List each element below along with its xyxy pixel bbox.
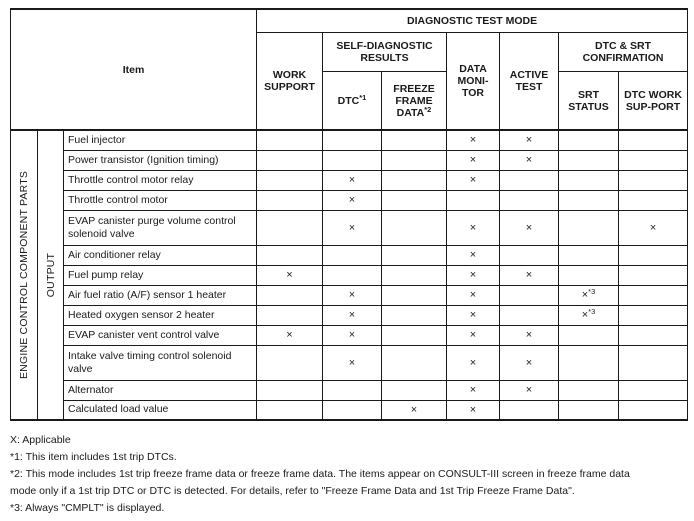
mark-cell bbox=[619, 285, 688, 305]
mark-cell bbox=[619, 400, 688, 420]
applicable-mark-cell: × bbox=[619, 210, 688, 245]
mark-cell bbox=[500, 305, 559, 325]
mark-cell bbox=[323, 150, 382, 170]
table-row bbox=[11, 400, 688, 420]
mark-cell bbox=[619, 325, 688, 345]
mark-cell bbox=[382, 345, 447, 380]
mark-cell bbox=[323, 400, 382, 420]
mark-cell bbox=[500, 190, 559, 210]
mark-cell bbox=[500, 170, 559, 190]
footnote-legend: X: Applicable bbox=[10, 434, 71, 446]
applicable-mark-cell: × bbox=[323, 210, 382, 245]
table-row bbox=[11, 380, 688, 400]
mark-cell bbox=[559, 325, 619, 345]
item-name-cell: Calculated load value bbox=[64, 400, 257, 420]
footnote-2-continued: mode only if a 1st trip DTC or DTC is detected. For details, refer to "Freeze Frame Data and 1st Trip Freeze Frame Data". bbox=[10, 485, 575, 497]
mark-cell bbox=[382, 245, 447, 265]
mark-cell bbox=[323, 380, 382, 400]
applicable-mark: × bbox=[581, 309, 589, 321]
item-header: Item bbox=[11, 9, 257, 130]
mark-cell bbox=[382, 305, 447, 325]
mark-cell bbox=[559, 150, 619, 170]
item-name-cell: Air fuel ratio (A/F) sensor 1 heater bbox=[64, 285, 257, 305]
item-name-cell: EVAP canister purge volume control solenoid valve bbox=[64, 210, 257, 245]
mark-cell bbox=[257, 305, 323, 325]
mark-cell bbox=[559, 380, 619, 400]
subcategory-label: OUTPUT bbox=[44, 252, 57, 298]
category-label: ENGINE CONTROL COMPONENT PARTS bbox=[18, 170, 30, 380]
applicable-mark-cell: × bbox=[500, 345, 559, 380]
applicable-mark-cell: × bbox=[323, 170, 382, 190]
item-name-cell: Power transistor (Ignition timing) bbox=[64, 150, 257, 170]
dtc-work-support-header: DTC WORK SUP-PORT bbox=[619, 72, 688, 131]
item-name-cell: Alternator bbox=[64, 380, 257, 400]
mark-cell bbox=[382, 380, 447, 400]
item-name-cell: Fuel injector bbox=[64, 130, 257, 150]
mark-cell bbox=[500, 400, 559, 420]
mark-cell bbox=[619, 345, 688, 380]
item-name-cell: Heated oxygen sensor 2 heater bbox=[64, 305, 257, 325]
item-name-cell: EVAP canister vent control valve bbox=[64, 325, 257, 345]
mark-cell bbox=[619, 265, 688, 285]
mark-cell bbox=[619, 130, 688, 150]
mark-cell bbox=[382, 325, 447, 345]
table-row bbox=[11, 265, 688, 285]
work-support-header: WORK SUPPORT bbox=[257, 33, 323, 131]
applicable-mark-cell: × bbox=[323, 345, 382, 380]
diagnostic-test-mode-table bbox=[10, 8, 688, 421]
mark-cell bbox=[323, 245, 382, 265]
mark-cell bbox=[257, 150, 323, 170]
mark-cell bbox=[382, 190, 447, 210]
applicable-mark-cell: × bbox=[500, 380, 559, 400]
mark-cell bbox=[382, 130, 447, 150]
footnotes bbox=[10, 432, 690, 517]
mark-cell bbox=[559, 305, 619, 325]
applicable-mark-cell: × bbox=[447, 305, 500, 325]
mark-cell bbox=[559, 210, 619, 245]
mark-cell bbox=[257, 285, 323, 305]
applicable-mark-cell: × bbox=[447, 170, 500, 190]
table-body bbox=[11, 130, 688, 420]
applicable-mark-cell: × bbox=[447, 345, 500, 380]
applicable-mark-cell: × bbox=[257, 325, 323, 345]
table-row bbox=[11, 305, 688, 325]
applicable-mark-cell: × bbox=[447, 400, 500, 420]
mark-cell bbox=[559, 285, 619, 305]
mark-cell bbox=[619, 245, 688, 265]
mark-cell bbox=[447, 190, 500, 210]
mark-cell bbox=[382, 150, 447, 170]
mark-cell bbox=[559, 130, 619, 150]
mark-cell bbox=[500, 245, 559, 265]
item-name-cell: Air conditioner relay bbox=[64, 245, 257, 265]
mark-cell bbox=[382, 170, 447, 190]
table-row bbox=[11, 285, 688, 305]
table-row bbox=[11, 170, 688, 190]
item-name-cell: Intake valve timing control solenoid valve bbox=[64, 345, 257, 380]
dtc-srt-confirmation-header: DTC & SRT CONFIRMATION bbox=[559, 33, 688, 72]
mark-cell bbox=[619, 380, 688, 400]
applicable-mark-cell: × bbox=[323, 305, 382, 325]
applicable-mark-cell: × bbox=[447, 150, 500, 170]
applicable-mark-cell: × bbox=[382, 400, 447, 420]
applicable-mark-cell: × bbox=[500, 210, 559, 245]
table-row bbox=[11, 345, 688, 380]
mark-cell bbox=[382, 210, 447, 245]
applicable-mark-cell: × bbox=[447, 210, 500, 245]
category-cell bbox=[11, 130, 38, 420]
applicable-mark-cell: × bbox=[447, 285, 500, 305]
footnote-ref: *3 bbox=[588, 287, 596, 296]
mark-cell bbox=[559, 245, 619, 265]
footnote-1: *1: This item includes 1st trip DTCs. bbox=[10, 451, 177, 463]
mark-cell bbox=[619, 170, 688, 190]
mark-cell bbox=[257, 380, 323, 400]
mark-cell bbox=[323, 265, 382, 285]
table-row bbox=[11, 245, 688, 265]
applicable-mark-cell: × bbox=[500, 150, 559, 170]
mark-cell bbox=[382, 285, 447, 305]
item-name-cell: Throttle control motor bbox=[64, 190, 257, 210]
applicable-mark-cell: × bbox=[257, 265, 323, 285]
mark-cell bbox=[619, 305, 688, 325]
mark-cell bbox=[257, 400, 323, 420]
applicable-mark-cell: × bbox=[500, 265, 559, 285]
mark-cell bbox=[559, 345, 619, 380]
applicable-mark-cell: × bbox=[323, 190, 382, 210]
applicable-mark-cell: × bbox=[447, 265, 500, 285]
table-row bbox=[11, 190, 688, 210]
mark-cell bbox=[559, 400, 619, 420]
mark-cell bbox=[257, 345, 323, 380]
applicable-mark-cell: × bbox=[500, 130, 559, 150]
item-name-cell: Throttle control motor relay bbox=[64, 170, 257, 190]
mark-cell bbox=[559, 170, 619, 190]
footnote-3: *3: Always "CMPLT" is displayed. bbox=[10, 502, 165, 514]
mark-cell bbox=[559, 265, 619, 285]
mark-cell bbox=[619, 190, 688, 210]
applicable-mark-cell: × bbox=[500, 325, 559, 345]
mark-cell bbox=[257, 245, 323, 265]
srt-status-header: SRT STATUS bbox=[559, 72, 619, 131]
footnote-ref: *3 bbox=[588, 307, 596, 316]
applicable-mark-cell: × bbox=[447, 325, 500, 345]
mark-cell bbox=[382, 265, 447, 285]
table-row bbox=[11, 325, 688, 345]
dtc-header: DTC$^{*1}$ bbox=[323, 72, 382, 131]
footnote-2: *2: This mode includes 1st trip freeze frame data or freeze frame data. The items appear on CONSULT-III screen in freeze frame data bbox=[10, 468, 630, 480]
mark-cell bbox=[323, 130, 382, 150]
mark-cell bbox=[257, 210, 323, 245]
active-test-header: ACTIVE TEST bbox=[500, 33, 559, 131]
applicable-mark-cell: × bbox=[447, 245, 500, 265]
table-row bbox=[11, 150, 688, 170]
applicable-mark: × bbox=[581, 289, 589, 301]
applicable-mark-cell: × bbox=[447, 130, 500, 150]
mark-cell bbox=[257, 130, 323, 150]
item-name-cell: Fuel pump relay bbox=[64, 265, 257, 285]
applicable-mark-cell: × bbox=[447, 380, 500, 400]
subcategory-cell bbox=[38, 130, 64, 420]
table-row bbox=[11, 130, 688, 150]
mark-cell bbox=[559, 190, 619, 210]
diagnostic-test-mode-header: DIAGNOSTIC TEST MODE bbox=[257, 9, 688, 33]
applicable-mark-cell: × bbox=[323, 285, 382, 305]
freeze-frame-data-header: FREEZE FRAME DATA$^{*2}$ bbox=[382, 72, 447, 131]
mark-cell bbox=[619, 150, 688, 170]
mark-cell bbox=[500, 285, 559, 305]
mark-cell bbox=[257, 170, 323, 190]
mark-cell bbox=[257, 190, 323, 210]
applicable-mark-cell: × bbox=[323, 325, 382, 345]
self-diagnostic-results-header: SELF-DIAGNOSTIC RESULTS bbox=[323, 33, 447, 72]
table-row bbox=[11, 210, 688, 245]
data-monitor-header: DATA MONI-TOR bbox=[447, 33, 500, 131]
